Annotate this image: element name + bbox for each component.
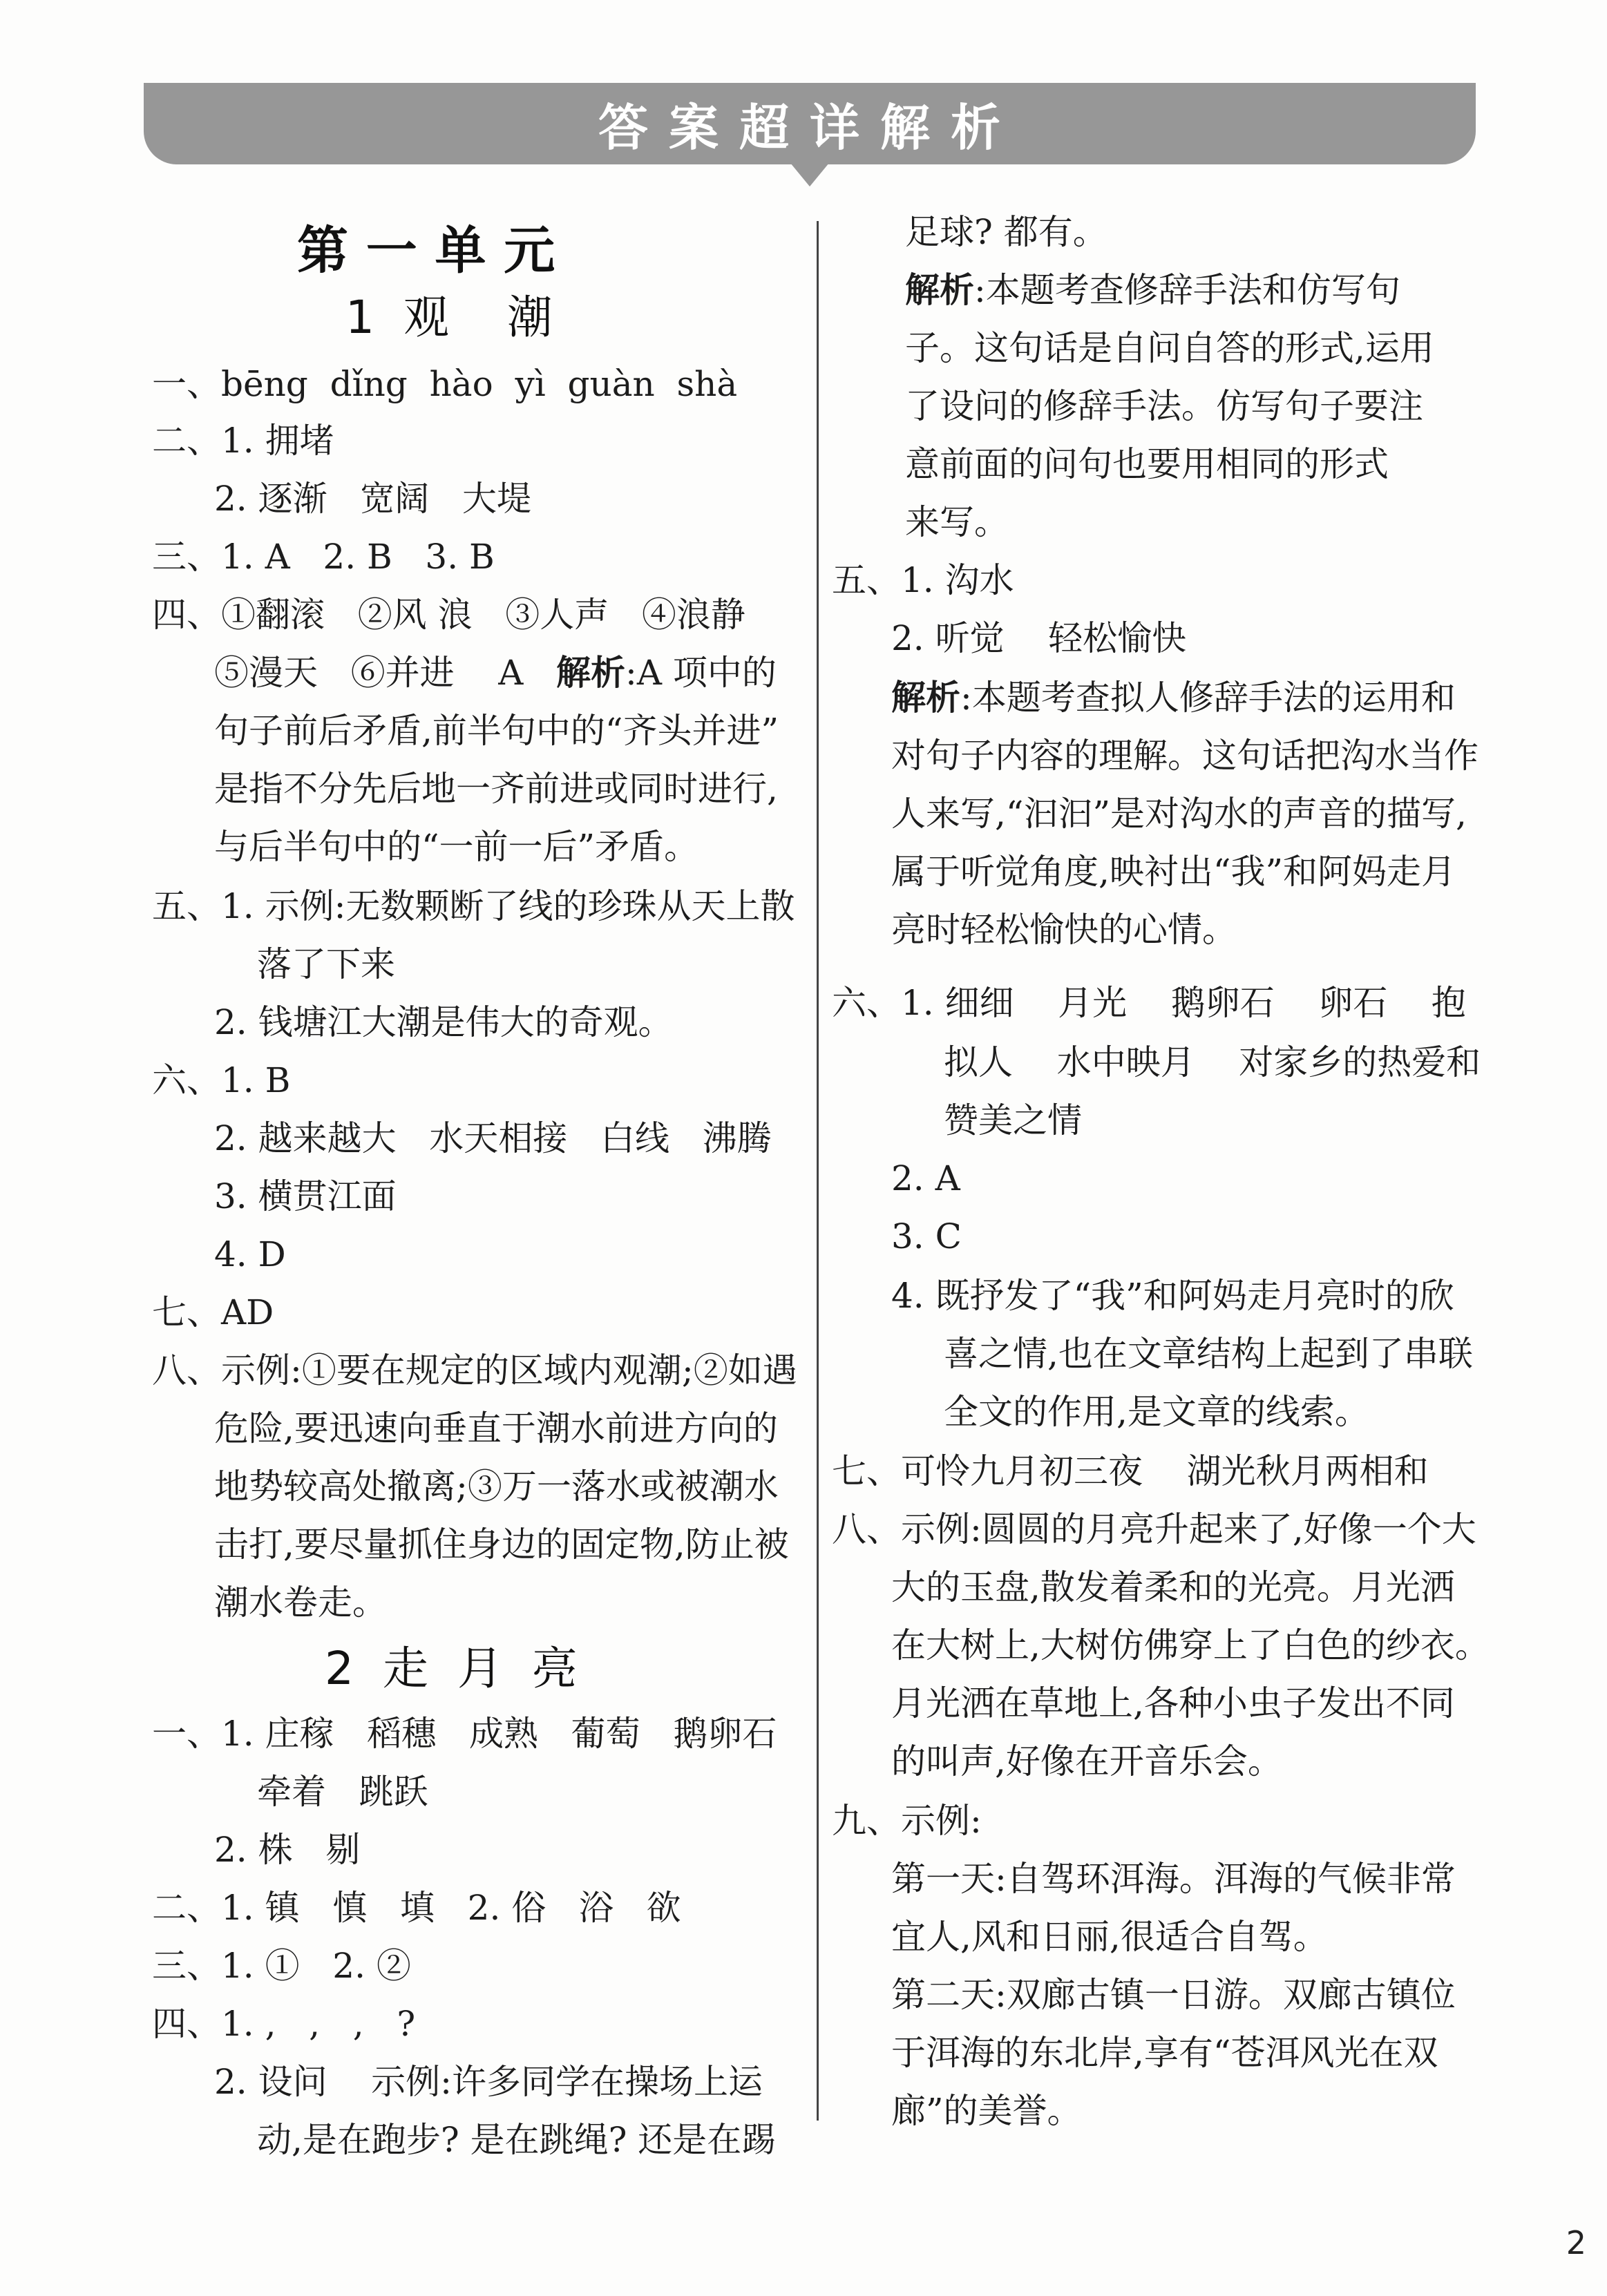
answer-line: 二、1. 镇 慎 填 2. 俗 浴 欲	[152, 1888, 681, 1928]
answer-line: 六、1. 细细 月光 鹅卵石 卵石 抱	[832, 983, 1466, 1023]
answer-line: 八、示例:①要在规定的区域内观潮;②如遇	[152, 1350, 797, 1390]
answer-line: 五、1. 示例:无数颗断了线的珍珠从天上散	[152, 886, 795, 926]
answer-line: 4. 既抒发了“我”和阿妈走月亮时的欣	[891, 1276, 1454, 1316]
unit-title: 第 一 单 元	[297, 221, 555, 280]
answer-line: 2. 听觉 轻松愉快	[891, 618, 1187, 658]
answer-text: :A 项中的	[625, 653, 777, 693]
answer-line: 3. 横贯江面	[214, 1176, 397, 1216]
lesson2-title: 2 走 月 亮	[325, 1642, 578, 1695]
answer-line: 第二天:双廊古镇一日游。双廊古镇位	[891, 1975, 1456, 2015]
answer-line: 2. 设问 示例:许多同学在操场上运	[214, 2062, 763, 2102]
answer-line	[891, 677, 1456, 718]
answer-line: 在大树上,大树仿佛穿上了白色的纱衣。	[891, 1625, 1490, 1665]
answer-line: 2. 越来越大 水天相接 白线 沸腾	[214, 1118, 772, 1158]
answer-line: 2. 钱塘江大潮是伟大的奇观。	[214, 1002, 673, 1042]
answer-line: 2. 株 剔	[214, 1830, 361, 1870]
answer-line: 七、AD	[152, 1292, 274, 1332]
banner-notch	[790, 163, 829, 186]
answer-line: 4. D	[214, 1234, 286, 1274]
answer-line: 四、①翻滚 ②风 浪 ③人声 ④浪静	[152, 595, 745, 635]
answer-line: 赞美之情	[944, 1100, 1082, 1140]
answer-line: 危险,要迅速向垂直于潮水前进方向的	[214, 1408, 778, 1448]
answer-text: ⑤漫天 ⑥并进 A	[214, 653, 557, 693]
answer-text: :本题考查修辞手法和仿写句	[974, 270, 1400, 310]
answer-line: 了设问的修辞手法。仿写句子要注	[905, 386, 1423, 426]
answer-line: 七、可怜九月初三夜 湖光秋月两相和	[832, 1451, 1429, 1491]
answer-line: 潮水卷走。	[214, 1582, 387, 1623]
answer-line: 六、1. B	[152, 1060, 291, 1100]
answer-line: 宜人,风和日丽,很适合自驾。	[891, 1917, 1328, 1957]
answer-line: 2. A	[891, 1158, 960, 1198]
answer-line: 来写。	[905, 502, 1009, 542]
answer-line: 牵着 跳跃	[257, 1772, 428, 1812]
answer-line: 于洱海的东北岸,享有“苍洱风光在双	[891, 2033, 1438, 2073]
answer-line	[905, 269, 1400, 311]
answer-line: 月光洒在草地上,各种小虫子发出不同	[891, 1683, 1455, 1723]
answer-text: :本题考查拟人修辞手法的运用和	[960, 678, 1456, 718]
answer-line: 一、1. 庄稼 稻穗 成熟 葡萄 鹅卵石	[152, 1714, 777, 1754]
answer-line: 属于听觉角度,映衬出“我”和阿妈走月	[891, 852, 1456, 892]
page-banner	[144, 83, 1476, 164]
answer-line: 的叫声,好像在开音乐会。	[891, 1741, 1282, 1781]
analysis-label: 解析	[891, 678, 960, 718]
answer-line: 五、1. 沟水	[832, 560, 1014, 600]
analysis-label: 解析	[905, 270, 974, 310]
answer-line: 二、1. 拥堵	[152, 421, 334, 461]
page-number: 2	[1566, 2224, 1586, 2261]
answer-line: 廊”的美誉。	[891, 2091, 1082, 2131]
answer-line: 八、示例:圆圆的月亮升起来了,好像一个大	[832, 1509, 1476, 1549]
answer-line: 拟人 水中映月 对家乡的热爱和	[944, 1042, 1481, 1082]
column-divider	[817, 221, 819, 2121]
answer-line: 落了下来	[257, 944, 395, 984]
answer-line: 第一天:自驾环洱海。洱海的气候非常	[891, 1859, 1456, 1899]
analysis-label: 解析	[556, 653, 626, 693]
answer-line: 三、1. A 2. B 3. B	[152, 537, 495, 577]
answer-line: 九、示例:	[832, 1801, 982, 1841]
answer-line: 全文的作用,是文章的线索。	[944, 1392, 1369, 1432]
answer-line: 对句子内容的理解。这句话把沟水当作	[891, 736, 1478, 776]
answer-line: 人来写,“汩汩”是对沟水的声音的描写,	[891, 794, 1467, 834]
answer-line: 击打,要尽量抓住身边的固定物,防止被	[214, 1524, 789, 1565]
answer-line	[214, 652, 777, 693]
answer-line: 2. 逐渐 宽阔 大堤	[214, 479, 531, 519]
answer-line: 是指不分先后地一齐前进或同时进行,	[214, 769, 778, 809]
answer-line: 动,是在跑步? 是在跳绳? 还是在踢	[257, 2120, 777, 2160]
answer-line: 四、1. , , , ?	[152, 2004, 416, 2044]
banner-title: 答案超详解析	[598, 99, 1021, 157]
answer-line: 足球? 都有。	[905, 212, 1107, 252]
answer-line: 喜之情,也在文章结构上起到了串联	[944, 1334, 1473, 1374]
answer-line: 三、1. ① 2. ②	[152, 1946, 411, 1986]
answer-line: 意前面的问句也要用相同的形式	[905, 444, 1389, 484]
answer-line: 一、bēng dǐng hào yì guàn shà	[152, 364, 738, 404]
answer-line: 与后半句中的“一前一后”矛盾。	[214, 827, 699, 867]
answer-line: 3. C	[891, 1216, 962, 1256]
answer-line: 子。这句话是自问自答的形式,运用	[905, 328, 1434, 368]
answer-line: 句子前后矛盾,前半句中的“齐头并进”	[214, 711, 779, 751]
answer-line: 地势较高处撤离;③万一落水或被潮水	[214, 1466, 779, 1506]
answer-line: 亮时轻松愉快的心情。	[891, 910, 1237, 950]
answer-line: 大的玉盘,散发着柔和的光亮。月光洒	[891, 1567, 1455, 1607]
lesson1-title: 1 观 潮	[345, 291, 553, 344]
